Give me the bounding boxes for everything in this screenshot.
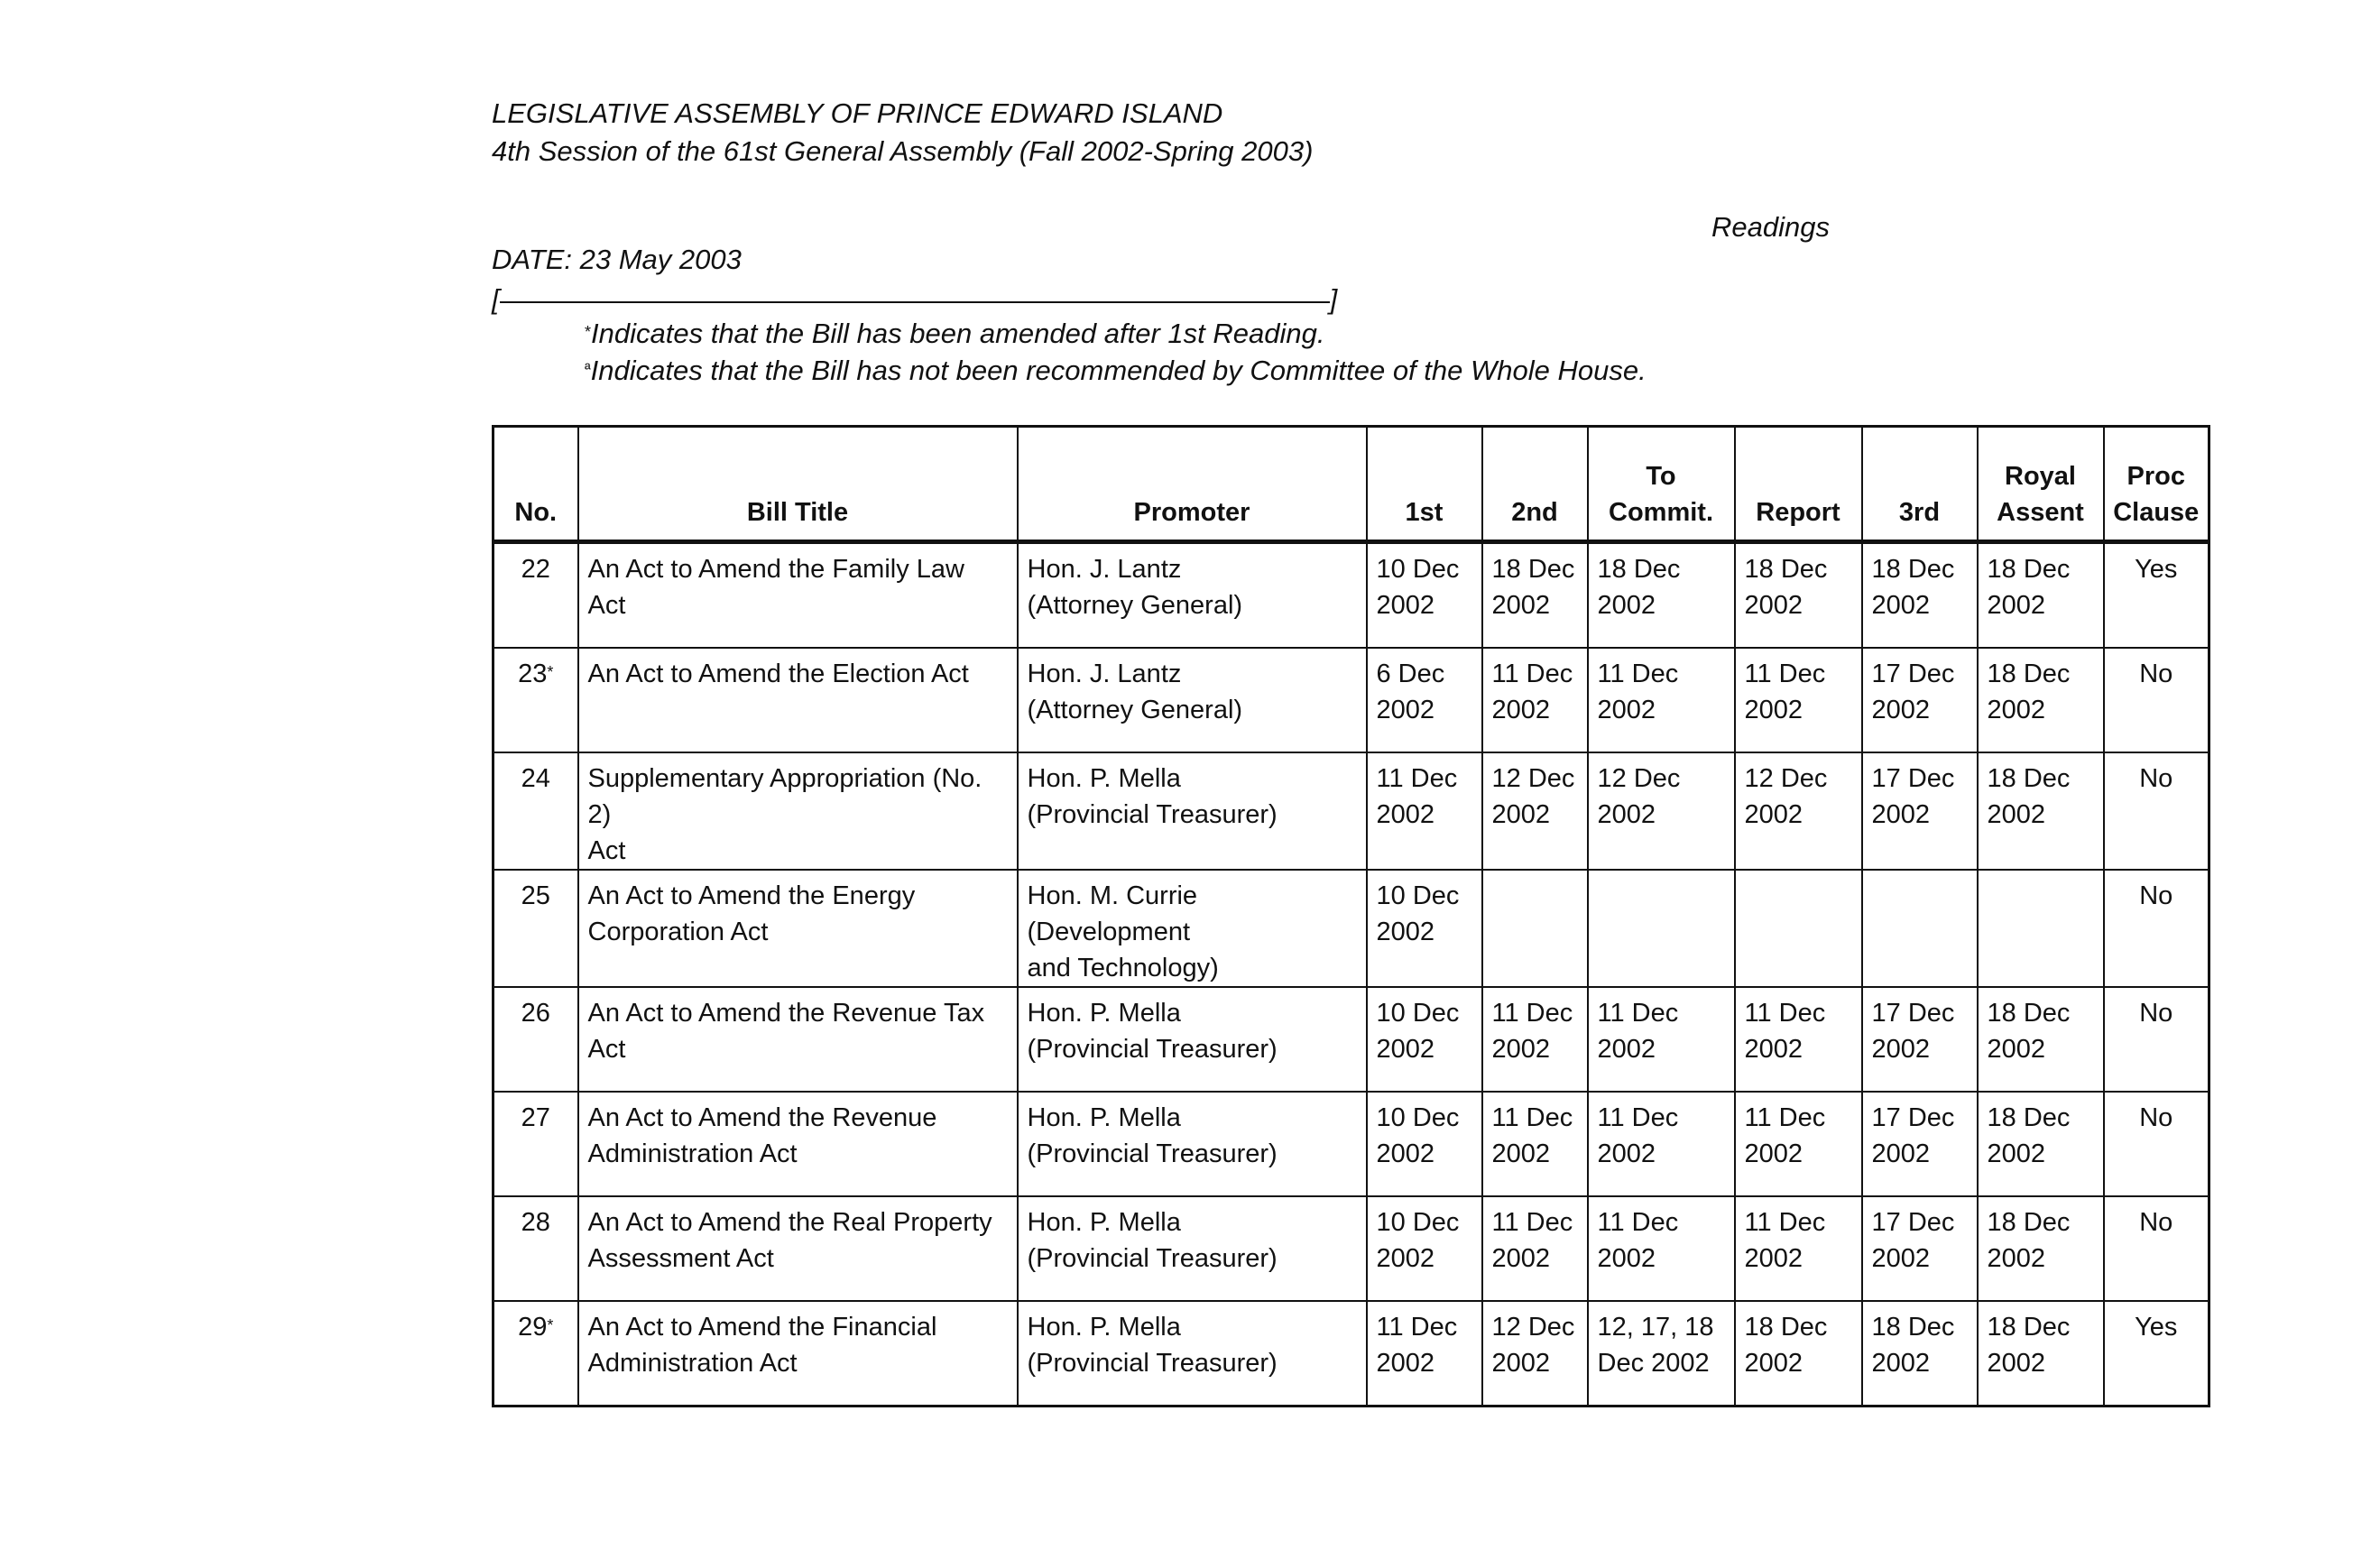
report-line-2: 2002 <box>1744 1139 1803 1168</box>
commit-line-1: 11 Dec <box>1597 659 1679 688</box>
assent-line-2: 2002 <box>1987 1139 2046 1168</box>
cell-assent <box>1978 1196 2104 1301</box>
commit-line-1: 18 Dec <box>1597 555 1681 584</box>
cell-promoter <box>1018 1301 1367 1407</box>
first-line-2: 2002 <box>1376 591 1435 620</box>
amended-marker: * <box>547 663 554 681</box>
cell-first <box>1367 648 1482 752</box>
col-header-3rd: 3rd <box>1862 427 1978 542</box>
third-line-1: 18 Dec <box>1871 1313 1955 1342</box>
promoter-line-2: and Technology) <box>1027 954 1219 982</box>
col-header-proc-clause-line2: Clause <box>2113 498 2200 527</box>
title-line-1: Supplementary Appropriation (No. 2) <box>587 764 982 829</box>
cell-commit <box>1588 1092 1735 1196</box>
bills-table-body <box>494 542 2209 1407</box>
second-line-2: 2002 <box>1491 1244 1551 1273</box>
proc-clause-value: No <box>2139 881 2173 910</box>
proc-clause-value: Yes <box>2135 1313 2178 1342</box>
second-line-2: 2002 <box>1491 1139 1551 1168</box>
cell-report <box>1735 648 1862 752</box>
first-line-1: 6 Dec <box>1376 659 1445 688</box>
assent-line-1: 18 Dec <box>1987 1208 2071 1237</box>
promoter-line-2: (Provincial Treasurer) <box>1027 1349 1278 1378</box>
blank-line <box>500 281 1330 303</box>
commit-line-1: 11 Dec <box>1597 1208 1679 1237</box>
third-line-1: 17 Dec <box>1871 659 1955 688</box>
cell-report <box>1735 1092 1862 1196</box>
cell-assent <box>1978 987 2104 1092</box>
col-header-to-commit <box>1588 427 1735 542</box>
bill-number: 28 <box>521 1208 550 1237</box>
cell-first <box>1367 1092 1482 1196</box>
cell-promoter <box>1018 870 1367 987</box>
cell-second <box>1482 1092 1588 1196</box>
first-line-1: 10 Dec <box>1376 555 1460 584</box>
col-header-proc-clause <box>2104 427 2209 542</box>
second-line-1: 11 Dec <box>1491 999 1573 1028</box>
cell-title <box>578 1092 1018 1196</box>
bill-number: 25 <box>521 881 550 910</box>
col-header-report: Report <box>1735 427 1862 542</box>
table-row <box>494 648 2209 752</box>
cell-first <box>1367 1301 1482 1407</box>
amended-marker: * <box>547 1316 554 1334</box>
table-row <box>494 1092 2209 1196</box>
assent-line-2: 2002 <box>1987 1244 2046 1273</box>
cell-third <box>1862 1301 1978 1407</box>
cell-first <box>1367 542 1482 649</box>
cell-title <box>578 648 1018 752</box>
cell-third <box>1862 1092 1978 1196</box>
cell-proc-clause <box>2104 752 2209 870</box>
report-line-2: 2002 <box>1744 1035 1803 1064</box>
third-line-1: 17 Dec <box>1871 999 1955 1028</box>
first-line-1: 10 Dec <box>1376 999 1460 1028</box>
cell-commit <box>1588 1301 1735 1407</box>
cell-assent <box>1978 542 2104 649</box>
second-line-1: 12 Dec <box>1491 764 1575 793</box>
cell-third <box>1862 648 1978 752</box>
table-row <box>494 870 2209 987</box>
cell-title <box>578 870 1018 987</box>
cell-title <box>578 987 1018 1092</box>
second-line-1: 18 Dec <box>1491 555 1575 584</box>
cell-promoter <box>1018 1196 1367 1301</box>
report-line-1: 11 Dec <box>1744 1208 1826 1237</box>
promoter-line-1: Hon. M. Currie (Development <box>1027 881 1198 946</box>
report-line-1: 11 Dec <box>1744 659 1826 688</box>
title-line-1: An Act to Amend the Election Act <box>587 659 969 688</box>
cell-promoter <box>1018 1092 1367 1196</box>
document-subtitle: 4th Session of the 61st General Assembly (Fall 2002-Spring 2003) <box>492 135 1314 167</box>
third-line-2: 2002 <box>1871 1244 1931 1273</box>
bracket-open: [ <box>492 283 500 315</box>
note-amended-marker: * <box>585 323 592 341</box>
col-header-royal-assent <box>1978 427 2104 542</box>
date-line: DATE: 23 May 2003 <box>492 244 742 275</box>
table-header-row <box>494 427 2209 542</box>
title-line-1: An Act to Amend the Family Law Act <box>587 555 964 620</box>
second-line-2: 2002 <box>1491 591 1551 620</box>
assent-line-1: 18 Dec <box>1987 764 2071 793</box>
commit-line-2: 2002 <box>1597 1035 1656 1064</box>
cell-bill-no <box>494 1196 578 1301</box>
blank-bracket-field <box>492 281 1337 318</box>
cell-commit <box>1588 1196 1735 1301</box>
cell-bill-no <box>494 648 578 752</box>
cell-second <box>1482 648 1588 752</box>
cell-commit <box>1588 648 1735 752</box>
cell-report <box>1735 1196 1862 1301</box>
assent-line-1: 18 Dec <box>1987 555 2071 584</box>
cell-first <box>1367 1196 1482 1301</box>
cell-proc-clause <box>2104 870 2209 987</box>
third-line-2: 2002 <box>1871 1035 1931 1064</box>
report-line-2: 2002 <box>1744 591 1803 620</box>
first-line-1: 10 Dec <box>1376 1103 1460 1132</box>
cell-bill-no <box>494 752 578 870</box>
title-line-2: Act <box>587 836 626 865</box>
report-line-2: 2002 <box>1744 800 1803 829</box>
cell-title <box>578 1301 1018 1407</box>
first-line-2: 2002 <box>1376 800 1435 829</box>
commit-line-1: 12 Dec <box>1597 764 1681 793</box>
report-line-1: 11 Dec <box>1744 1103 1826 1132</box>
cell-title <box>578 542 1018 649</box>
cell-second <box>1482 987 1588 1092</box>
readings-label: Readings <box>1711 211 1830 243</box>
title-line-1: An Act to Amend the Revenue Tax <box>587 999 985 1028</box>
cell-proc-clause <box>2104 648 2209 752</box>
first-line-1: 10 Dec <box>1376 1208 1460 1237</box>
col-header-to-commit-line2: Commit. <box>1609 498 1713 527</box>
report-line-1: 11 Dec <box>1744 999 1826 1028</box>
cell-third <box>1862 752 1978 870</box>
cell-second <box>1482 870 1588 987</box>
third-line-1: 17 Dec <box>1871 1103 1955 1132</box>
bill-number: 22 <box>521 555 550 584</box>
second-line-1: 11 Dec <box>1491 1103 1573 1132</box>
report-line-1: 18 Dec <box>1744 555 1828 584</box>
bill-number: 26 <box>521 999 550 1028</box>
cell-proc-clause <box>2104 1301 2209 1407</box>
col-header-royal-assent-line2: Assent <box>1997 498 2084 527</box>
title-line-2: Administration Act <box>587 1349 798 1378</box>
cell-second <box>1482 542 1588 649</box>
col-header-1st: 1st <box>1367 427 1482 542</box>
cell-third <box>1862 870 1978 987</box>
second-line-1: 12 Dec <box>1491 1313 1575 1342</box>
table-row <box>494 542 2209 649</box>
first-line-2: 2002 <box>1376 1349 1435 1378</box>
promoter-line-2: (Attorney General) <box>1027 591 1243 620</box>
col-header-no: No. <box>494 427 578 542</box>
col-header-to-commit-line1: To <box>1646 462 1676 491</box>
col-header-bill-title: Bill Title <box>578 427 1018 542</box>
proc-clause-value: No <box>2139 764 2173 793</box>
cell-proc-clause <box>2104 542 2209 649</box>
report-line-2: 2002 <box>1744 1349 1803 1378</box>
title-line-2: Assessment Act <box>587 1244 774 1273</box>
cell-second <box>1482 1301 1588 1407</box>
assent-line-2: 2002 <box>1987 696 2046 724</box>
promoter-line-2: (Attorney General) <box>1027 696 1243 724</box>
report-line-2: 2002 <box>1744 1244 1803 1273</box>
commit-line-2: 2002 <box>1597 1244 1656 1273</box>
table-row <box>494 752 2209 870</box>
second-line-2: 2002 <box>1491 1349 1551 1378</box>
table-row <box>494 1196 2209 1301</box>
bill-number: 29 <box>518 1313 548 1342</box>
assent-line-1: 18 Dec <box>1987 1313 2071 1342</box>
cell-proc-clause <box>2104 1196 2209 1301</box>
third-line-2: 2002 <box>1871 591 1931 620</box>
proc-clause-value: No <box>2139 1103 2173 1132</box>
cell-bill-no <box>494 1092 578 1196</box>
cell-commit <box>1588 542 1735 649</box>
cell-first <box>1367 870 1482 987</box>
promoter-line-2: (Provincial Treasurer) <box>1027 1139 1278 1168</box>
title-line-1: An Act to Amend the Financial <box>587 1313 937 1342</box>
bill-number: 27 <box>521 1103 550 1132</box>
proc-clause-value: No <box>2139 1208 2173 1237</box>
cell-assent <box>1978 1092 2104 1196</box>
proc-clause-value: No <box>2139 999 2173 1028</box>
assent-line-2: 2002 <box>1987 591 2046 620</box>
cell-commit <box>1588 870 1735 987</box>
commit-line-2: 2002 <box>1597 800 1656 829</box>
cell-report <box>1735 542 1862 649</box>
note-amended-text: Indicates that the Bill has been amended after 1st Reading. <box>591 318 1325 349</box>
promoter-line-2: (Provincial Treasurer) <box>1027 1035 1278 1064</box>
promoter-line-1: Hon. J. Lantz <box>1027 659 1182 688</box>
col-header-royal-assent-line1: Royal <box>2005 462 2076 491</box>
promoter-line-1: Hon. P. Mella <box>1027 999 1181 1028</box>
first-line-1: 11 Dec <box>1376 764 1458 793</box>
title-line-1: An Act to Amend the Real Property <box>587 1208 992 1237</box>
table-row <box>494 987 2209 1092</box>
cell-third <box>1862 542 1978 649</box>
assent-line-1: 18 Dec <box>1987 1103 2071 1132</box>
bills-table <box>492 425 2210 1407</box>
third-line-1: 18 Dec <box>1871 555 1955 584</box>
cell-first <box>1367 987 1482 1092</box>
second-line-2: 2002 <box>1491 1035 1551 1064</box>
title-line-2: Corporation Act <box>587 918 769 946</box>
cell-proc-clause <box>2104 1092 2209 1196</box>
cell-title <box>578 1196 1018 1301</box>
assent-line-1: 18 Dec <box>1987 659 2071 688</box>
commit-line-2: Dec 2002 <box>1597 1349 1710 1378</box>
proc-clause-value: No <box>2139 659 2173 688</box>
report-line-1: 18 Dec <box>1744 1313 1828 1342</box>
cell-bill-no <box>494 542 578 649</box>
proc-clause-value: Yes <box>2135 555 2178 584</box>
bracket-close: ] <box>1329 283 1338 315</box>
bill-number: 23 <box>518 659 548 688</box>
note-amended <box>585 316 1324 352</box>
second-line-2: 2002 <box>1491 800 1551 829</box>
third-line-2: 2002 <box>1871 1139 1931 1168</box>
cell-first <box>1367 752 1482 870</box>
col-header-promoter: Promoter <box>1018 427 1367 542</box>
first-line-1: 10 Dec <box>1376 881 1460 910</box>
cell-second <box>1482 752 1588 870</box>
cell-promoter <box>1018 752 1367 870</box>
report-line-2: 2002 <box>1744 696 1803 724</box>
cell-bill-no <box>494 987 578 1092</box>
second-line-1: 11 Dec <box>1491 1208 1573 1237</box>
document-title: LEGISLATIVE ASSEMBLY OF PRINCE EDWARD ISLAND <box>492 97 1223 129</box>
first-line-2: 2002 <box>1376 1139 1435 1168</box>
promoter-line-1: Hon. J. Lantz <box>1027 555 1182 584</box>
third-line-1: 17 Dec <box>1871 1208 1955 1237</box>
first-line-1: 11 Dec <box>1376 1313 1458 1342</box>
commit-line-2: 2002 <box>1597 696 1656 724</box>
note-not-recommended <box>585 353 1647 389</box>
promoter-line-2: (Provincial Treasurer) <box>1027 800 1278 829</box>
title-line-1: An Act to Amend the Revenue <box>587 1103 937 1132</box>
cell-report <box>1735 1301 1862 1407</box>
promoter-line-2: (Provincial Treasurer) <box>1027 1244 1278 1273</box>
commit-line-1: 11 Dec <box>1597 1103 1679 1132</box>
cell-report <box>1735 987 1862 1092</box>
col-header-proc-clause-line1: Proc <box>2126 462 2185 491</box>
commit-line-1: 12, 17, 18 <box>1597 1313 1714 1342</box>
cell-assent <box>1978 752 2104 870</box>
first-line-2: 2002 <box>1376 918 1435 946</box>
cell-report <box>1735 752 1862 870</box>
cell-commit <box>1588 987 1735 1092</box>
table-row <box>494 1301 2209 1407</box>
cell-bill-no <box>494 870 578 987</box>
assent-line-2: 2002 <box>1987 1035 2046 1064</box>
cell-bill-no <box>494 1301 578 1407</box>
cell-third <box>1862 987 1978 1092</box>
cell-third <box>1862 1196 1978 1301</box>
third-line-2: 2002 <box>1871 800 1931 829</box>
commit-line-1: 11 Dec <box>1597 999 1679 1028</box>
title-line-1: An Act to Amend the Energy <box>587 881 916 910</box>
note-not-recommended-text: Indicates that the Bill has not been recommended by Committee of the Whole House. <box>590 355 1647 386</box>
commit-line-2: 2002 <box>1597 1139 1656 1168</box>
cell-assent <box>1978 648 2104 752</box>
promoter-line-1: Hon. P. Mella <box>1027 1103 1181 1132</box>
cell-assent <box>1978 1301 2104 1407</box>
note-not-recommended-marker: ª <box>585 360 591 378</box>
cell-promoter <box>1018 987 1367 1092</box>
third-line-1: 17 Dec <box>1871 764 1955 793</box>
second-line-2: 2002 <box>1491 696 1551 724</box>
cell-promoter <box>1018 542 1367 649</box>
cell-assent <box>1978 870 2104 987</box>
commit-line-2: 2002 <box>1597 591 1656 620</box>
cell-title <box>578 752 1018 870</box>
assent-line-2: 2002 <box>1987 1349 2046 1378</box>
assent-line-2: 2002 <box>1987 800 2046 829</box>
col-header-2nd: 2nd <box>1482 427 1588 542</box>
promoter-line-1: Hon. P. Mella <box>1027 764 1181 793</box>
first-line-2: 2002 <box>1376 696 1435 724</box>
second-line-1: 11 Dec <box>1491 659 1573 688</box>
third-line-2: 2002 <box>1871 696 1931 724</box>
first-line-2: 2002 <box>1376 1244 1435 1273</box>
third-line-2: 2002 <box>1871 1349 1931 1378</box>
assent-line-1: 18 Dec <box>1987 999 2071 1028</box>
cell-proc-clause <box>2104 987 2209 1092</box>
promoter-line-1: Hon. P. Mella <box>1027 1313 1181 1342</box>
title-line-2: Administration Act <box>587 1139 798 1168</box>
first-line-2: 2002 <box>1376 1035 1435 1064</box>
cell-report <box>1735 870 1862 987</box>
cell-commit <box>1588 752 1735 870</box>
title-line-2: Act <box>587 1035 626 1064</box>
cell-second <box>1482 1196 1588 1301</box>
bill-number: 24 <box>521 764 550 793</box>
cell-promoter <box>1018 648 1367 752</box>
promoter-line-1: Hon. P. Mella <box>1027 1208 1181 1237</box>
report-line-1: 12 Dec <box>1744 764 1828 793</box>
